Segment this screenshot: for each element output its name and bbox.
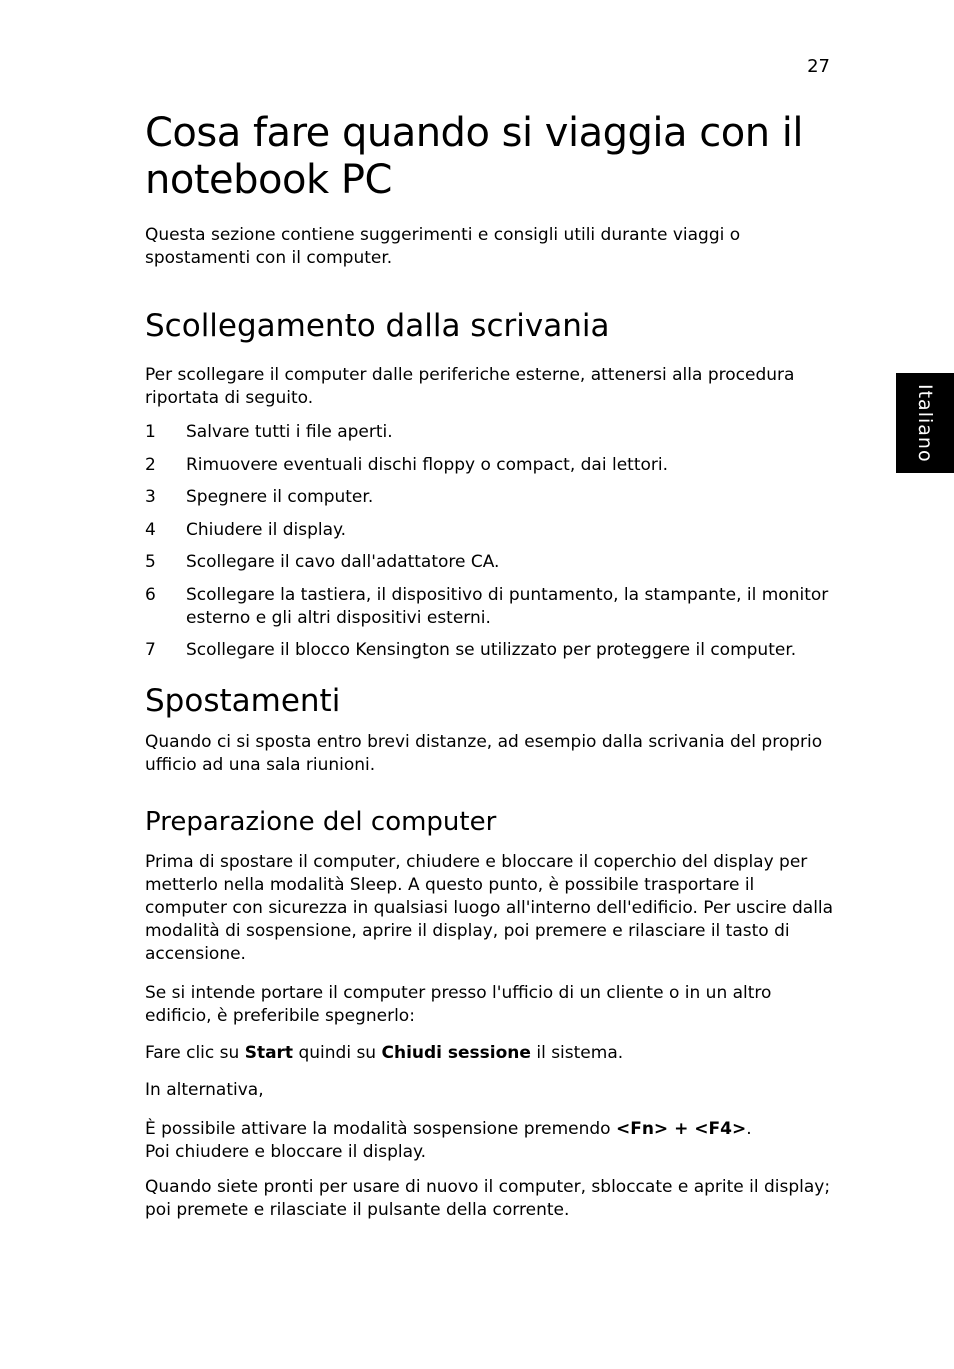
- disconnect-steps: [145, 421, 835, 662]
- sleep-prefix: È possibile attivare la modalità sospensione premendo: [145, 1119, 616, 1139]
- step-number: 5: [145, 552, 156, 572]
- sleep-keys: <Fn> + <F4>: [615, 1119, 747, 1139]
- prepare-paragraph-2: Se si intende portare il computer presso l'ufficio di un cliente o in un altro edificio, è preferibile spegnerlo:: [145, 983, 772, 1026]
- start-label: Start: [244, 1043, 294, 1063]
- list-item: [145, 639, 835, 662]
- step-text: Rimuovere eventuali dischi floppy o compact, dai lettori.: [186, 454, 669, 475]
- close-session-label: Chiudi sessione: [381, 1043, 531, 1063]
- list-item: [145, 454, 835, 477]
- step-number: 4: [145, 519, 156, 540]
- disconnect-intro: Per scollegare il computer dalle periferiche esterne, attenersi alla procedura riportata di seguito.: [145, 365, 795, 408]
- heading-moving: Spostamenti: [145, 683, 341, 719]
- prepare-paragraph-1: Prima di spostare il computer, chiudere e bloccare il coperchio del display per metterlo nella modalità Sleep. A questo punto, è possibile trasportare il computer con sicurezza in qualsiasi luogo all'interno dell'edificio. Per uscire dalla modalità di sospensione, aprire il display, poi premere e rilasciare il tasto di accensione.: [145, 852, 834, 964]
- page-title: Cosa fare quando si viaggia con il notebook PC: [145, 110, 803, 203]
- shutdown-mid: quindi su: [293, 1043, 382, 1063]
- list-item: [145, 519, 835, 542]
- prepare-paragraph-last: Quando siete pronti per usare di nuovo il computer, sbloccate e aprite il display; poi premete e rilasciate il pulsante della corrente.: [145, 1177, 831, 1220]
- step-number: 6: [145, 584, 156, 605]
- step-number: 3: [145, 487, 156, 507]
- sleep-instruction: [145, 1118, 835, 1164]
- moving-intro: Quando ci si sposta entro brevi distanze, ad esempio dalla scrivania del proprio ufficio ad una sala riunioni.: [145, 732, 823, 775]
- step-number: 2: [145, 454, 156, 475]
- list-item: [145, 486, 835, 509]
- step-text: Scollegare il cavo dall'adattatore CA.: [186, 552, 500, 572]
- alternative-text: In alternativa,: [145, 1080, 264, 1100]
- page-content: [145, 110, 835, 1222]
- step-text: Chiudere il display.: [186, 519, 347, 540]
- shutdown-instruction: [145, 1042, 835, 1065]
- step-number: 1: [145, 422, 156, 442]
- sleep-line-2: Poi chiudere e bloccare il display.: [145, 1142, 427, 1162]
- page-number: 27: [807, 56, 830, 77]
- list-item: [145, 421, 835, 444]
- step-text: Salvare tutti i file aperti.: [186, 422, 393, 442]
- shutdown-prefix: Fare clic su: [145, 1043, 245, 1063]
- list-item: [145, 551, 835, 574]
- main-intro: Questa sezione contiene suggerimenti e consigli utili durante viaggi o spostamenti con il computer.: [145, 225, 741, 268]
- language-tab: [896, 373, 954, 473]
- step-text: Scollegare il blocco Kensington se utilizzato per proteggere il computer.: [186, 640, 797, 660]
- step-number: 7: [145, 640, 156, 660]
- language-tab-label: Italiano: [914, 383, 936, 463]
- sleep-suffix: .: [746, 1119, 752, 1139]
- shutdown-suffix: il sistema.: [530, 1043, 624, 1063]
- heading-prepare: Preparazione del computer: [145, 807, 497, 837]
- step-text: Spegnere il computer.: [186, 487, 374, 507]
- heading-disconnect: Scollegamento dalla scrivania: [145, 308, 610, 344]
- step-text: Scollegare la tastiera, il dispositivo di puntamento, la stampante, il monitor esterno e gli altri dispositivi esterni.: [186, 584, 829, 628]
- list-item: [145, 584, 835, 630]
